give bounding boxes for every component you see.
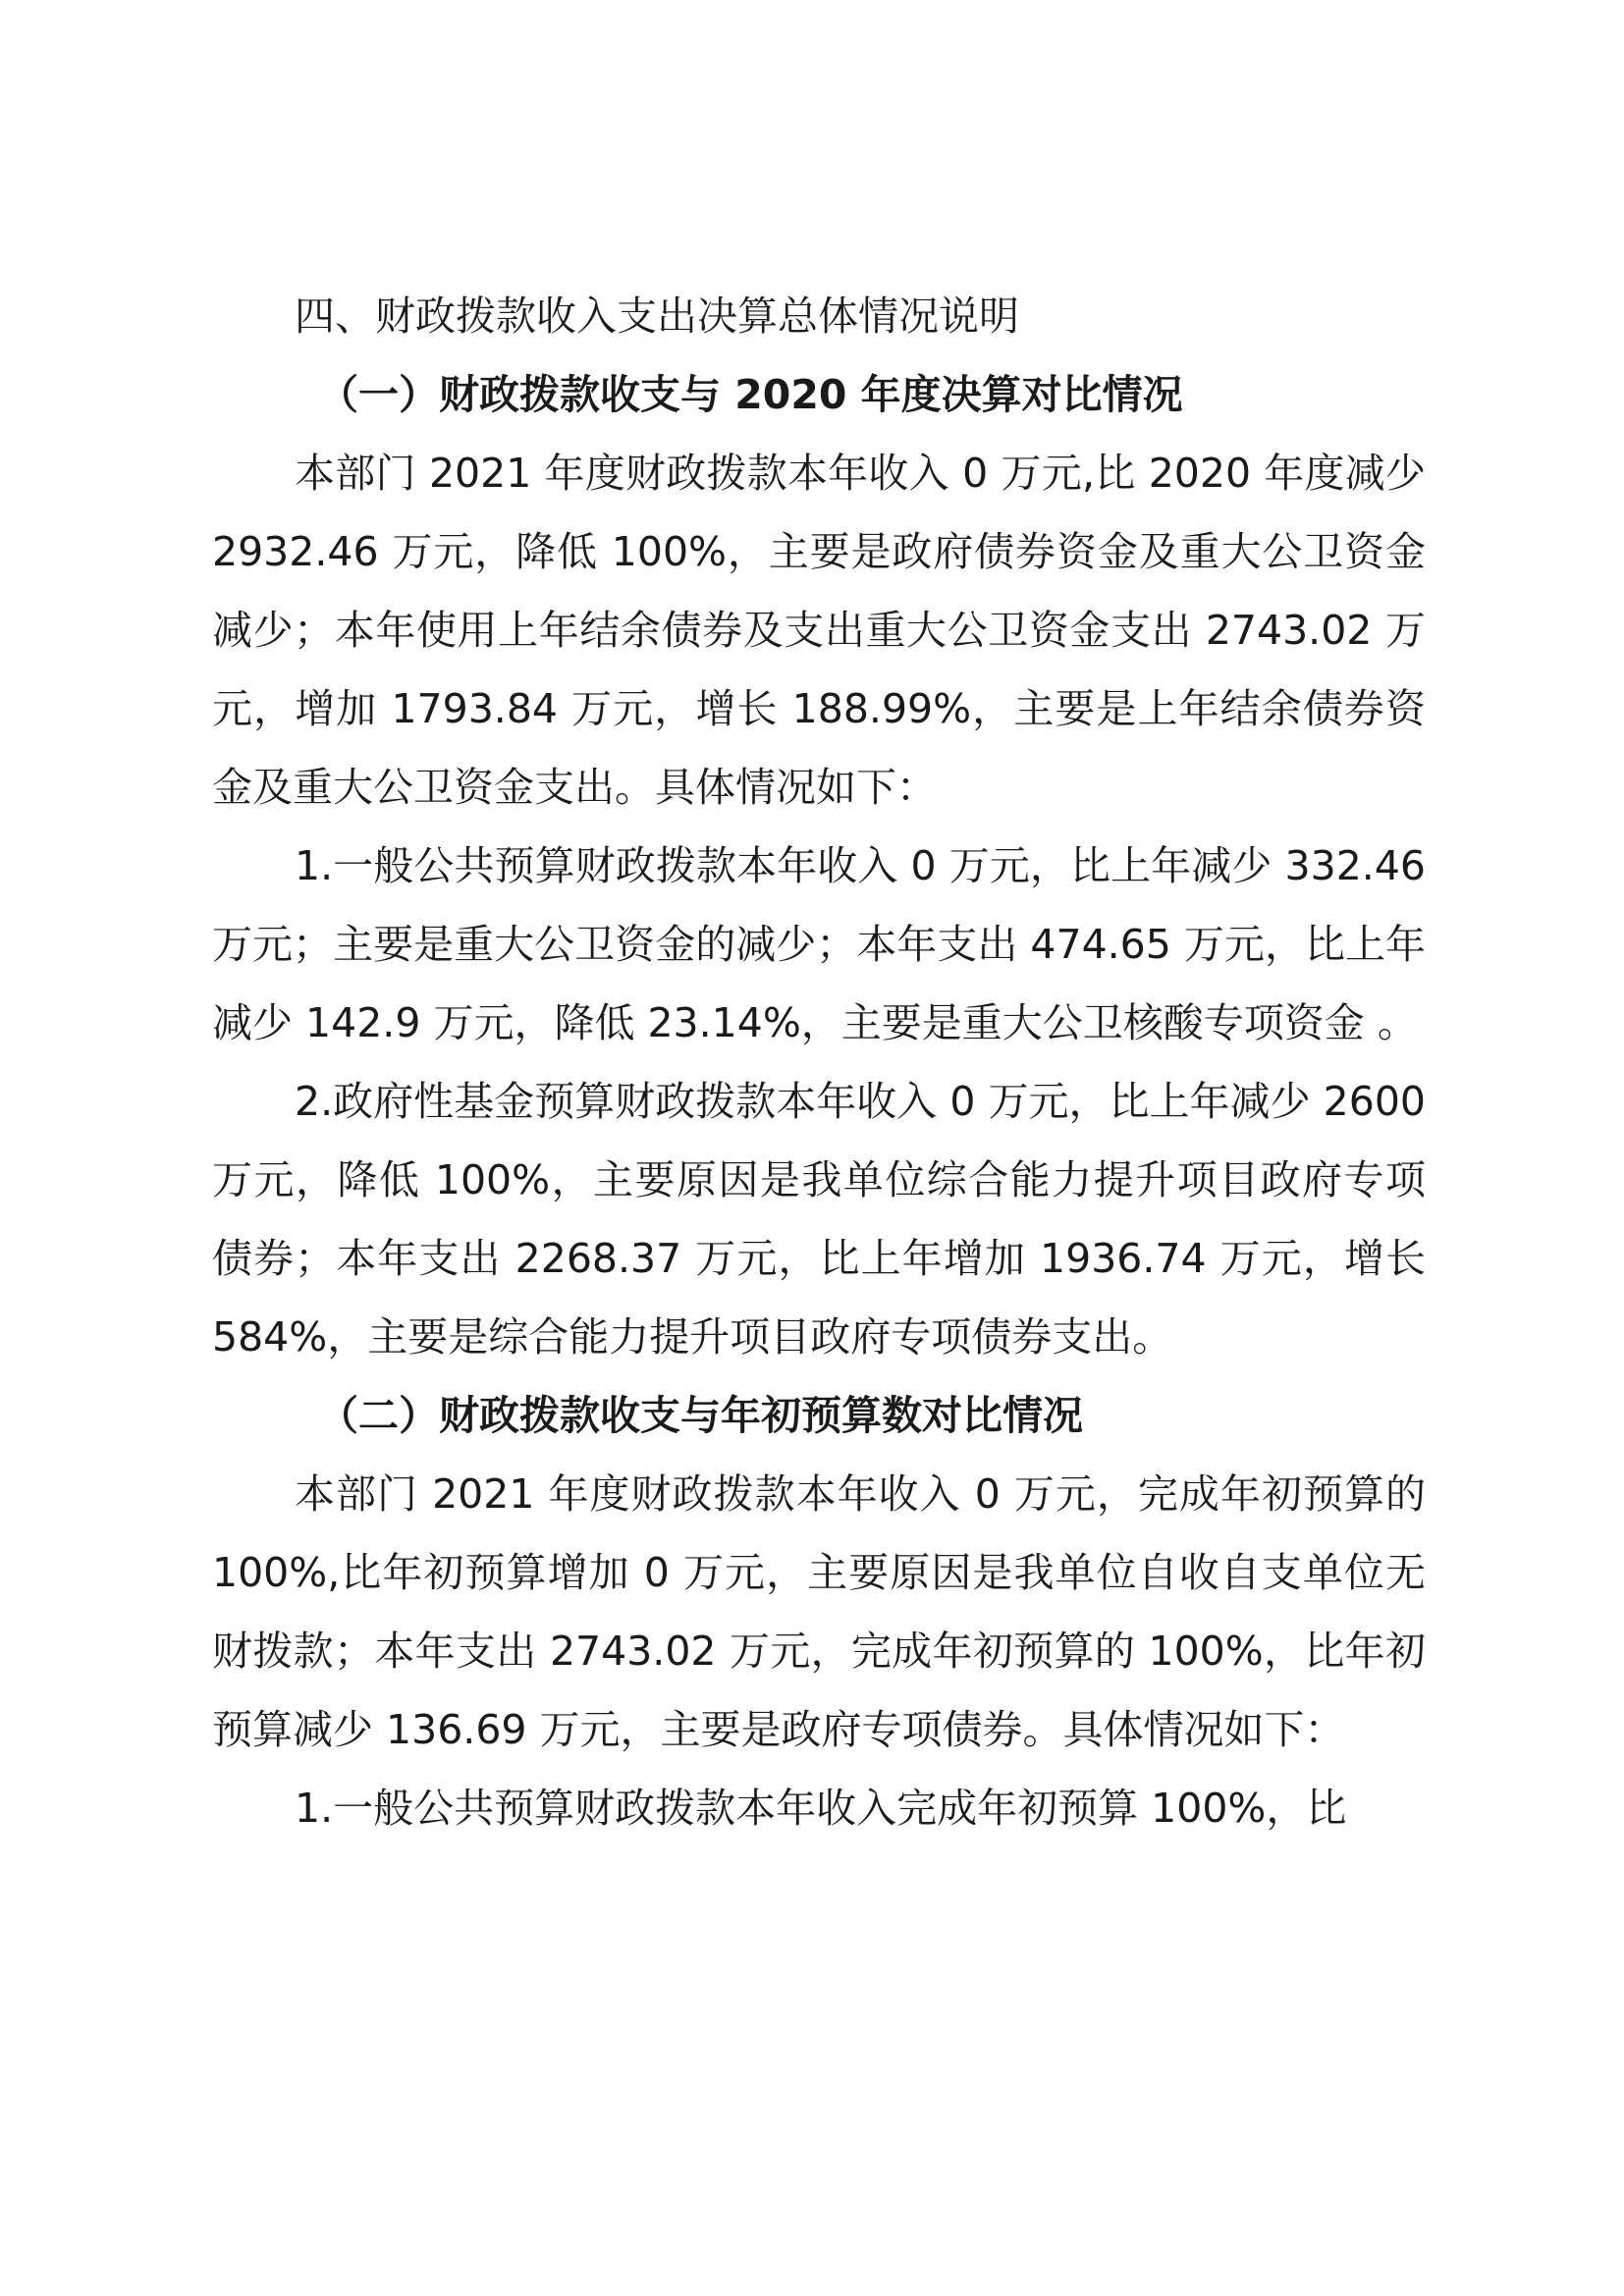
document-body xyxy=(212,277,1426,1847)
section-heading: 四、财政拨款收入支出决算总体情况说明 xyxy=(295,293,1019,340)
subsection-2-heading: （二）财政拨款收支与年初预算数对比情况 xyxy=(318,1392,1083,1439)
subsection-1-item-1-paragraph: 1.一般公共预算财政拨款本年收入 0 万元，比上年减少 332.46 万元；主要是重大公卫资金的减少；本年支出 474.65 万元，比上年减少 142.9 万元，降低 23.14%，主要是重大公卫核酸专项资金 。 xyxy=(212,842,1426,1046)
subsection-1-item-2-paragraph: 2.政府性基金预算财政拨款本年收入 0 万元，比上年减少 2600 万元，降低 100%，主要原因是我单位综合能力提升项目政府专项债券；本年支出 2268.37 万元，比上年增加 1936.74 万元，增长 584%，主要是综合能力提升项目政府专项债券支出。 xyxy=(212,1078,1426,1361)
subsection-1-intro-paragraph: 本部门 2021 年度财政拨款本年收入 0 万元,比 2020 年度减少 2932.46 万元，降低 100%，主要是政府债券资金及重大公卫资金减少；本年使用上年结余债券及支出重大公卫资金支出 2743.02 万元，增加 1793.84 万元，增长 188.99%，主要是上年结余债券资金及重大公卫资金支出。具体情况如下： xyxy=(212,450,1426,811)
subsection-2-item-1-paragraph: 1.一般公共预算财政拨款本年收入完成年初预算 100%，比 xyxy=(295,1785,1347,1832)
subsection-1-heading: （一）财政拨款收支与 2020 年度决算对比情况 xyxy=(318,371,1183,418)
subsection-2-intro-paragraph: 本部门 2021 年度财政拨款本年收入 0 万元，完成年初预算的 100%,比年初预算增加 0 万元，主要原因是我单位自收自支单位无财拨款；本年支出 2743.02 万元，完成年初预算的 100%，比年初预算减少 136.69 万元，主要是政府专项债券。具体情况如下： xyxy=(212,1470,1426,1753)
